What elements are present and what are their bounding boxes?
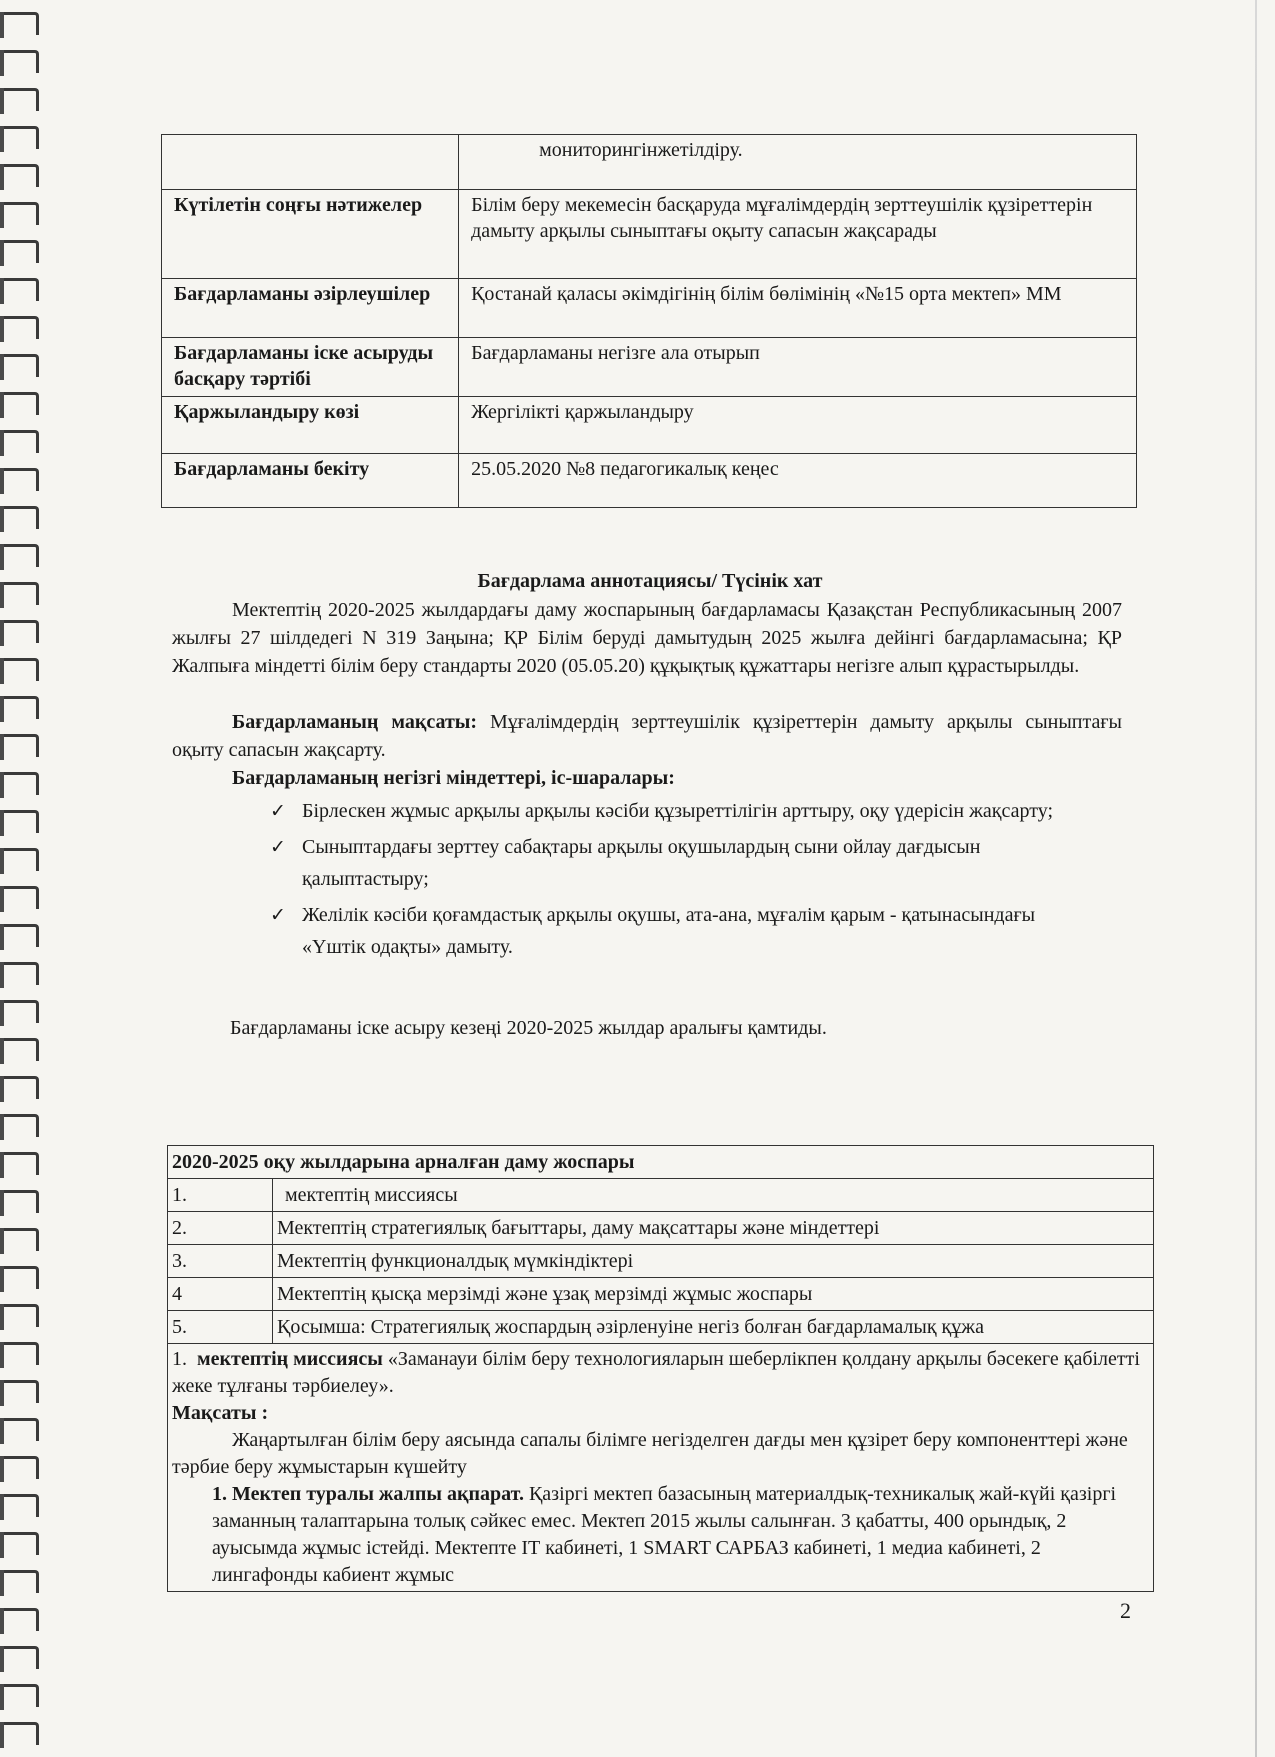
row-label: Күтілетін соңғы нәтижелер bbox=[162, 190, 459, 279]
binding-ring bbox=[4, 1418, 39, 1441]
table-row bbox=[162, 190, 1137, 279]
annotation-period bbox=[172, 1014, 1122, 1042]
table-row bbox=[168, 1245, 1154, 1278]
info-paragraph bbox=[172, 1481, 1149, 1589]
binding-ring bbox=[4, 1456, 39, 1479]
table-row bbox=[168, 1212, 1154, 1245]
row-number: 5. bbox=[168, 1311, 273, 1344]
binding-ring bbox=[4, 544, 39, 567]
row-number: 1. bbox=[168, 1179, 273, 1212]
binding-ring bbox=[4, 582, 39, 605]
row-number: 4 bbox=[168, 1278, 273, 1311]
row-number: 2. bbox=[168, 1212, 273, 1245]
goal-paragraph bbox=[172, 1427, 1149, 1481]
binding-ring bbox=[4, 1000, 39, 1023]
row-text: мектептің миссиясы bbox=[273, 1179, 1154, 1212]
binding-ring bbox=[4, 810, 39, 833]
row-value: Білім беру мекемесін басқаруда мұғалімдердің зерттеушілік құзіреттерін дамыту арқылы сыныптағы оқыту сапасын жақсарады bbox=[459, 190, 1137, 279]
table-row bbox=[162, 279, 1137, 338]
binding-ring bbox=[4, 886, 39, 909]
row-text: Мектептің қысқа мерзімді және ұзақ мерзімді жұмыс жоспары bbox=[273, 1278, 1154, 1311]
annotation-goal bbox=[172, 708, 1122, 764]
table-row bbox=[162, 135, 1137, 190]
table-row bbox=[162, 454, 1137, 508]
row-label: Бағдарламаны іске асыруды басқару тәртібі bbox=[162, 338, 459, 397]
binding-ring bbox=[4, 1342, 39, 1365]
checkmark-icon: ✓ bbox=[270, 800, 286, 822]
row-text: Қосымша: Стратегиялық жоспардың әзірленуіне негіз болған бағдарламалық құжа bbox=[273, 1311, 1154, 1344]
binding-ring bbox=[4, 164, 39, 187]
binding-ring bbox=[4, 1380, 39, 1403]
annotation-tasks-heading bbox=[172, 764, 1122, 792]
intro-text: Мектептің 2020-2025 жылдардағы даму жоспарының бағдарламасы Қазақстан Республикасының 2007 жылғы 27 шілдедегі N 319 Заңына; ҚР Білім беруді дамытудың 2025 жылға дейінгі бағдарламасына; ҚР Жалпыға міндетті білім беру стандарты 2020 (05.05.20) құқықтық құжаттары негізге алып құрастырылды. bbox=[172, 599, 1122, 677]
row-label bbox=[162, 135, 459, 190]
plan-table-title: 2020-2025 оқу жылдарына арналған даму жоспары bbox=[168, 1146, 1154, 1179]
mission-number: 1. bbox=[172, 1348, 187, 1370]
mission-cell bbox=[168, 1344, 1154, 1592]
info-text: Қазіргі мектеп базасының материалдық-техникалық жай-күйі қазіргі заманның талаптарына толық сәйкес емес. Мектеп 2015 жылы салынған. 3 қабатты, 400 орындық, 2 ауысымда жұмыс істейді. Мектепте ІТ кабинеті, 1 SMART САРБАЗ кабинеті, 1 медиа кабинеті, 2 лингафонды кабиент жұмыс bbox=[212, 1483, 1117, 1586]
table-row bbox=[168, 1344, 1154, 1592]
list-item bbox=[270, 795, 1070, 827]
checkmark-icon: ✓ bbox=[270, 904, 286, 926]
row-label: Бағдарламаны бекіту bbox=[162, 454, 459, 508]
binding-ring bbox=[4, 696, 39, 719]
binding-ring bbox=[4, 1228, 39, 1251]
mission-label: мектептің миссиясы bbox=[197, 1348, 383, 1370]
spiral-binding bbox=[0, 0, 40, 1757]
table-row bbox=[168, 1311, 1154, 1344]
binding-ring bbox=[4, 924, 39, 947]
binding-ring bbox=[4, 620, 39, 643]
development-plan-table bbox=[167, 1145, 1154, 1592]
binding-ring bbox=[4, 506, 39, 529]
checkmark-icon: ✓ bbox=[270, 836, 286, 858]
binding-ring bbox=[4, 354, 39, 377]
binding-ring bbox=[4, 1570, 39, 1593]
row-label: Қаржыландыру көзі bbox=[162, 397, 459, 454]
binding-ring bbox=[4, 50, 39, 73]
table-header-row bbox=[168, 1146, 1154, 1179]
page-number: 2 bbox=[1120, 1598, 1131, 1623]
goal-heading: Мақсаты : bbox=[172, 1402, 269, 1424]
binding-ring bbox=[4, 468, 39, 491]
binding-ring bbox=[4, 1722, 39, 1745]
info-label: 1. Мектеп туралы жалпы ақпарат. bbox=[212, 1483, 524, 1505]
period-text: Бағдарламаны іске асыру кезеңі 2020-2025 жылдар аралығы қамтиды. bbox=[230, 1017, 827, 1039]
binding-ring bbox=[4, 1608, 39, 1631]
binding-ring bbox=[4, 848, 39, 871]
mission-text: «Заманауи білім беру технологияларын шеберлікпен қолдану арқылы бәсекеге қабілетті жеке тұлғаны тәрбиелеу». bbox=[172, 1348, 1140, 1397]
task-text: Желілік кәсіби қоғамдастық арқылы оқушы, ата-ана, мұғалім қарым - қатынасындағы «Үштік одақты» дамыту. bbox=[302, 904, 1036, 958]
page-edge bbox=[1255, 0, 1257, 1757]
row-value bbox=[459, 135, 1137, 190]
goal-text: Мұғалімдердің зерттеушілік құзіреттерін дамыту арқылы сыныптағы оқыту сапасын жақсарту. bbox=[172, 711, 1122, 761]
task-text: Сыныптардағы зерттеу сабақтары арқылы оқушылардың сыни ойлау дағдысын қалыптастыру; bbox=[302, 836, 981, 890]
task-text: Бірлескен жұмыс арқылы арқылы кәсіби құзыреттілігін арттыру, оқу үдерісін жақсарту; bbox=[302, 800, 1054, 822]
binding-ring bbox=[4, 1190, 39, 1213]
binding-ring bbox=[4, 1646, 39, 1669]
binding-ring bbox=[4, 772, 39, 795]
row-number: 3. bbox=[168, 1245, 273, 1278]
binding-ring bbox=[4, 126, 39, 149]
tasks-label: Бағдарламаның негізгі міндеттері, іс-шаралары: bbox=[232, 767, 675, 789]
binding-ring bbox=[4, 1532, 39, 1555]
binding-ring bbox=[4, 316, 39, 339]
annotation-intro bbox=[172, 596, 1122, 680]
binding-ring bbox=[4, 278, 39, 301]
goal-text: Жаңартылған білім беру аясында сапалы білімге негізделген дағды мен құзірет беру компоненттері және тәрбие беру жұмыстарын күшейту bbox=[172, 1429, 1128, 1478]
row-value-text: мониторингінжетілдіру. bbox=[539, 139, 743, 161]
row-value: Жергілікті қаржыландыру bbox=[459, 397, 1137, 454]
row-label: Бағдарламаны әзірлеушілер bbox=[162, 279, 459, 338]
list-item bbox=[270, 899, 1070, 963]
annotation-title: Бағдарлама аннотациясы/ Түсінік хат bbox=[477, 570, 823, 592]
binding-ring bbox=[4, 1684, 39, 1707]
binding-ring bbox=[4, 962, 39, 985]
goal-label: Бағдарламаның мақсаты: bbox=[232, 711, 478, 733]
table-row bbox=[168, 1179, 1154, 1212]
mission-paragraph bbox=[172, 1346, 1149, 1400]
table-row bbox=[162, 397, 1137, 454]
binding-ring bbox=[4, 1152, 39, 1175]
binding-ring bbox=[4, 734, 39, 757]
row-value: Бағдарламаны негізге ала отырып bbox=[459, 338, 1137, 397]
row-text: Мектептің функционалдық мүмкіндіктері bbox=[273, 1245, 1154, 1278]
binding-ring bbox=[4, 392, 39, 415]
list-item bbox=[270, 831, 1070, 895]
table-row bbox=[168, 1278, 1154, 1311]
row-value: Қостанай қаласы әкімдігінің білім бөлімінің «№15 орта мектеп» ММ bbox=[459, 279, 1137, 338]
binding-ring bbox=[4, 88, 39, 111]
task-list bbox=[270, 795, 1070, 967]
table-row bbox=[162, 338, 1137, 397]
binding-ring bbox=[4, 1266, 39, 1289]
binding-ring bbox=[4, 1038, 39, 1061]
binding-ring bbox=[4, 1494, 39, 1517]
binding-ring bbox=[4, 430, 39, 453]
binding-ring bbox=[4, 1114, 39, 1137]
binding-ring bbox=[4, 202, 39, 225]
binding-ring bbox=[4, 12, 39, 35]
binding-ring bbox=[4, 1304, 39, 1327]
row-value: 25.05.2020 №8 педагогикалық кеңес bbox=[459, 454, 1137, 508]
program-passport-table bbox=[161, 134, 1137, 508]
binding-ring bbox=[4, 658, 39, 681]
row-text: Мектептің стратегиялық бағыттары, даму мақсаттары және міндеттері bbox=[273, 1212, 1154, 1245]
binding-ring bbox=[4, 1076, 39, 1099]
binding-ring bbox=[4, 240, 39, 263]
